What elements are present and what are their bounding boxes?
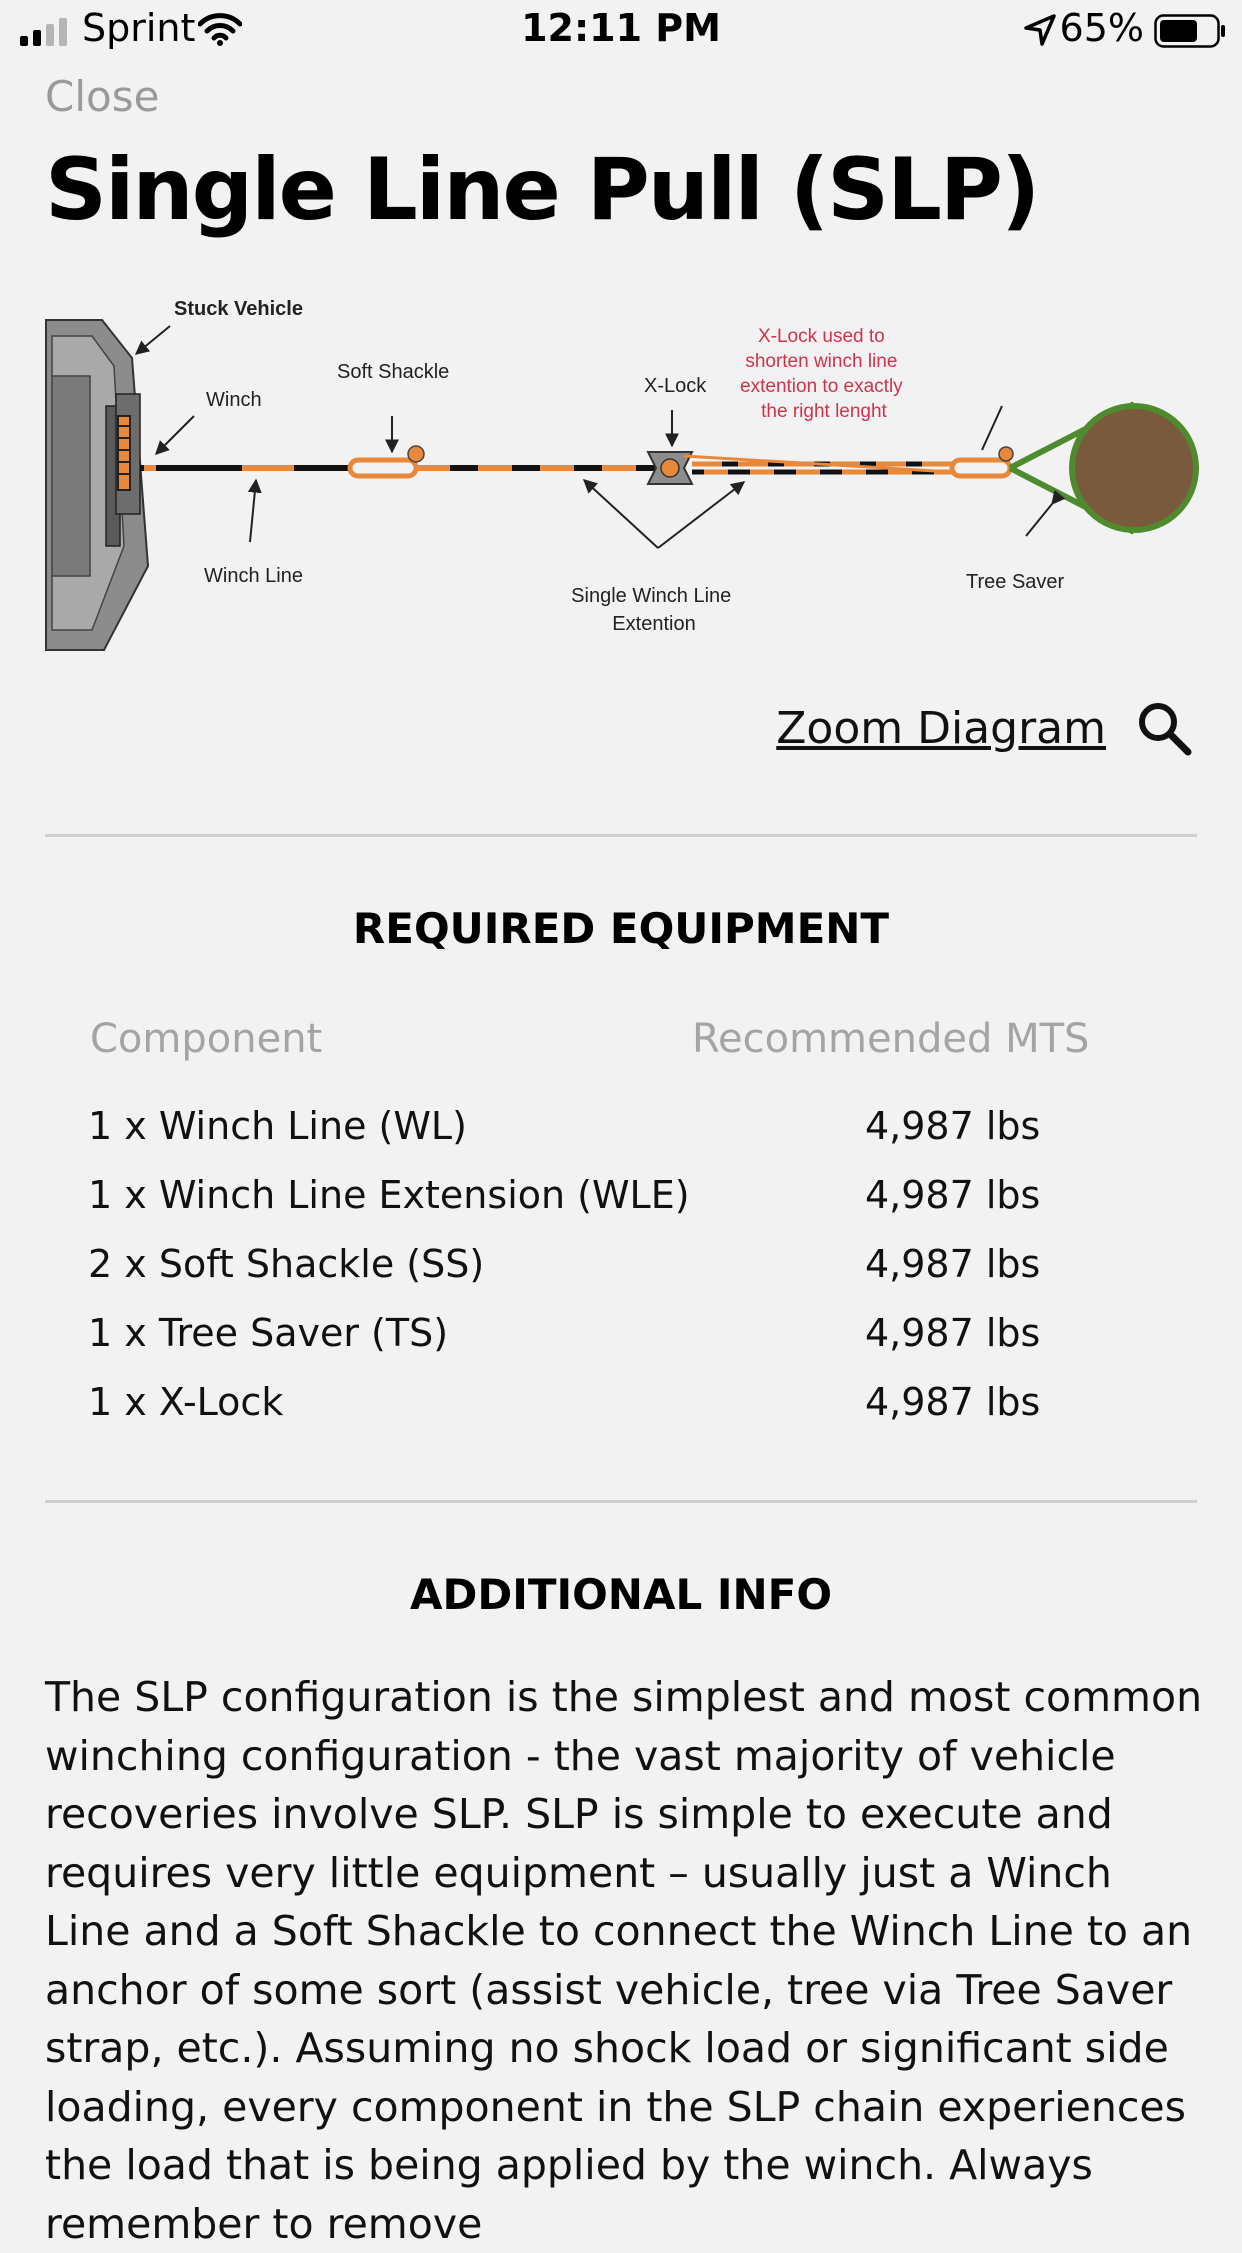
component-cell: 1 x Tree Saver (TS): [88, 1311, 449, 1355]
label-stuck-vehicle: Stuck Vehicle: [174, 298, 303, 320]
label-extension: Single Winch Line Extention: [571, 585, 732, 635]
location-arrow-icon: [1024, 14, 1056, 46]
label-tree-saver: Tree Saver: [966, 571, 1065, 593]
equipment-title: REQUIRED EQUIPMENT: [352, 904, 890, 953]
status-bar: [0, 0, 1242, 60]
mts-cell: 4,987 lbs: [865, 1380, 1041, 1424]
label-x-lock: X-Lock: [644, 375, 707, 397]
label-soft-shackle: Soft Shackle: [337, 361, 450, 383]
component-cell: 2 x Soft Shackle (SS): [88, 1242, 485, 1286]
zoom-diagram-button[interactable]: [776, 700, 1192, 756]
column-header-mts: Recommended MTS: [692, 1016, 1090, 1062]
close-button[interactable]: Close: [45, 72, 160, 121]
mts-cell: 4,987 lbs: [865, 1311, 1041, 1355]
battery-icon: [1154, 14, 1226, 48]
mts-cell: 4,987 lbs: [865, 1104, 1041, 1148]
slp-diagram: [44, 286, 1200, 656]
soft-shackle-graphic: [350, 446, 424, 476]
page-title: Single Line Pull (SLP): [45, 140, 1039, 240]
table-row: [0, 1311, 1242, 1371]
mts-cell: 4,987 lbs: [865, 1173, 1041, 1217]
table-row: [0, 1242, 1242, 1302]
component-cell: 1 x Winch Line (WL): [88, 1104, 467, 1148]
tree-graphic: [1072, 406, 1196, 530]
mts-cell: 4,987 lbs: [865, 1242, 1041, 1286]
divider: [45, 1500, 1197, 1503]
table-row: [0, 1380, 1242, 1440]
table-row: [0, 1104, 1242, 1164]
component-cell: 1 x X-Lock: [88, 1380, 284, 1424]
clock: 12:11 PM: [521, 6, 721, 50]
carrier-name: Sprint: [82, 6, 196, 50]
winch-graphic: [118, 416, 130, 490]
battery-percent: 65%: [1059, 6, 1144, 50]
label-winch-line: Winch Line: [204, 565, 303, 587]
label-winch: Winch: [206, 389, 262, 411]
component-cell: 1 x Winch Line Extension (WLE): [88, 1173, 690, 1217]
x-lock-note: X-Lock used to shorten winch line extention to exactly the right lenght: [740, 326, 903, 422]
magnifier-icon[interactable]: [1136, 700, 1192, 756]
additional-info-title: ADDITIONAL INFO: [409, 1570, 833, 1619]
stuck-vehicle-graphic: [46, 320, 148, 650]
column-header-component: Component: [90, 1016, 323, 1062]
additional-info-text: The SLP configuration is the simplest and most common winching configuration - the vast majority of vehicle recoveries involve SLP. SLP is simple to execute and requires very little equipment – usually just a Winch Line and a Soft Shackle to connect the Winch Line to an anchor of some sort (assist vehicle, tree via Tree Saver strap, etc.). Assuming no shock load or significant side loading, every component in the SLP chain experiences the load that is being applied by the winch. Always remember to remove: [45, 1673, 1203, 2248]
divider: [45, 834, 1197, 837]
table-row: [0, 1173, 1242, 1233]
zoom-diagram-label[interactable]: Zoom Diagram: [776, 702, 1106, 754]
